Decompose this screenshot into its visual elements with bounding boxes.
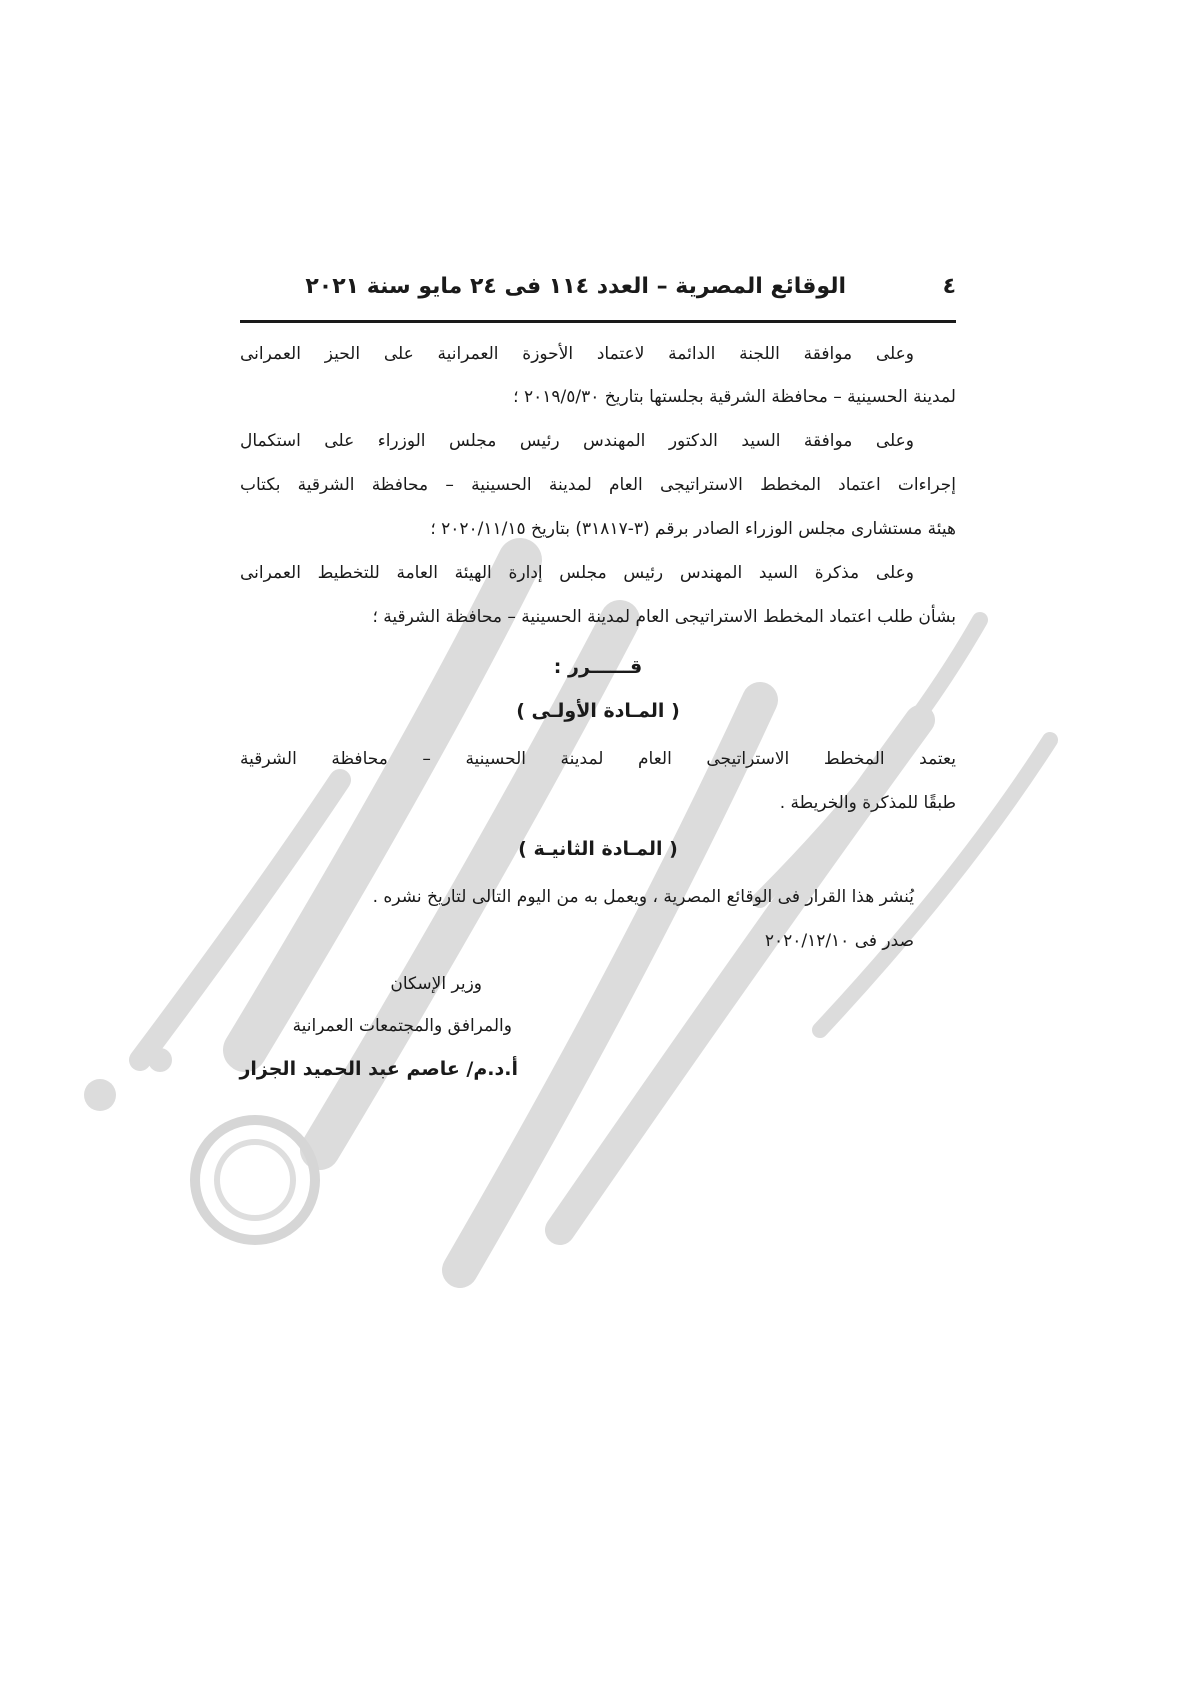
signatory-title-1: وزير الإسكان <box>390 974 482 994</box>
preamble-line-1: وعلى موافقة اللجنة الدائمة لاعتماد الأحوزة العمرانية على الحيز العمرانى <box>240 344 914 364</box>
article-2-title: ( المـادة الثانيـة ) <box>518 838 678 860</box>
preamble-line-7: بشأن طلب اعتماد المخطط الاستراتيجى العام لمدينة الحسينية – محافظة الشرقية ؛ <box>372 607 956 627</box>
preamble-line-3: وعلى موافقة السيد الدكتور المهندس رئيس مجلس الوزراء على استكمال <box>240 431 914 451</box>
header-divider <box>240 320 956 323</box>
gazette-header <box>240 270 956 310</box>
decision-heading: قــــــرر : <box>553 656 643 678</box>
preamble-line-6: وعلى مذكرة السيد المهندس رئيس مجلس إدارة الهيئة العامة للتخطيط العمرانى <box>240 563 914 583</box>
gazette-issue-title: الوقائع المصرية – العدد ١١٤ فى ٢٤ مايو سنة ٢٠٢١ <box>305 274 846 299</box>
article-2-line: يُنشر هذا القرار فى الوقائع المصرية ، ويعمل به من اليوم التالى لتاريخ نشره . <box>372 887 914 907</box>
signatory-title-2: والمرافق والمجتمعات العمرانية <box>292 1016 512 1036</box>
page-number: ٤ <box>942 274 956 299</box>
issue-date: صدر فى ٢٠٢٠/١٢/١٠ <box>764 931 914 951</box>
preamble-line-5: هيئة مستشارى مجلس الوزراء الصادر برقم (٣-٣١٨١٧) بتاريخ ٢٠٢٠/١١/١٥ ؛ <box>430 519 956 539</box>
article-1-line-2: طبقًا للمذكرة والخريطة . <box>779 793 956 813</box>
article-1-line-1: يعتمد المخطط الاستراتيجى العام لمدينة الحسينية – محافظة الشرقية <box>240 749 956 769</box>
signatory-name: أ.د.م/ عاصم عبد الحميد الجزار <box>239 1058 518 1080</box>
preamble-line-4: إجراءات اعتماد المخطط الاستراتيجى العام لمدينة الحسينية – محافظة الشرقية بكتاب <box>240 475 956 495</box>
article-1-title: ( المـادة الأولـى ) <box>516 700 680 722</box>
preamble-line-2: لمدينة الحسينية – محافظة الشرقية بجلستها بتاريخ ٢٠١٩/٥/٣٠ ؛ <box>513 387 956 407</box>
